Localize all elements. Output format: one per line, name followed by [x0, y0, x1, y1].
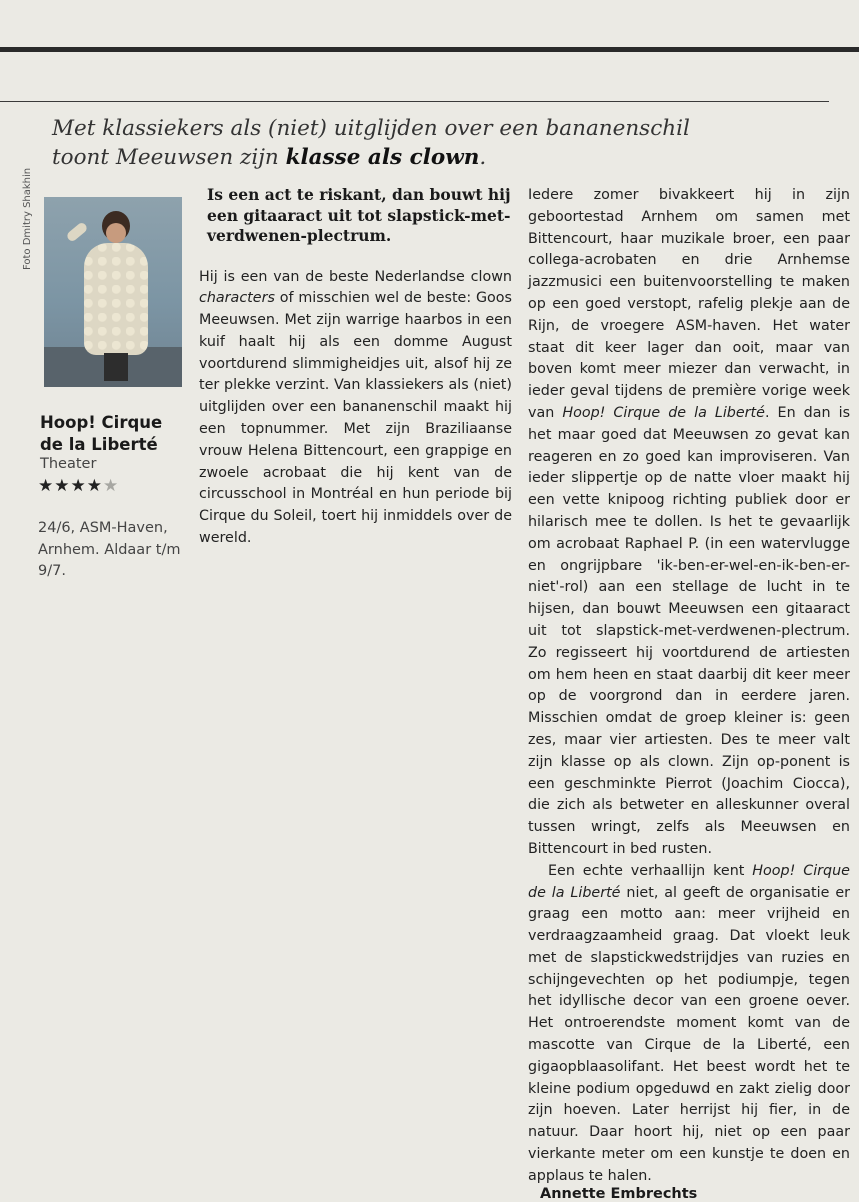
article-column-2 — [528, 185, 850, 1202]
paragraph-2 — [528, 185, 850, 861]
paragraph-2-text-b: . En dan is het maar goed dat Meeuwsen zo gevat kan reageren en zo goed kan improviseren. Van ieder slippertje op de natte vloer maakt hij een vette knipoog richting publiek door er hilarisch mee te dollen. Is het te gevaarlijk om acrobaat Raphael P. (in een watervlugge en ongrijpbare 'ik-ben-er-wel-en-ik-ben-er-niet'-rol) aan een stellage de lucht in te hijsen, dan bouwt Meeuwsen een gitaaract uit tot slapstick-met-verdwenen-plectrum. Zo regisseert hij voortdurend de artiesten om hem heen en staat daarbij dit keer meer op de voorgrond dan in eerdere jaren. Misschien omdat de groep kleiner is: geen zes, maar vier artiesten. Des te meer valt zijn klasse op als clown. Zijn op-ponent is een geschminkte Pierrot (Joachim Ciocca), die zich als betweter en alleskunner overal tussen wringt, zelfs als Meeuwsen en Bittencourt in bed rusten. — [528, 404, 851, 857]
paragraph-1-text-a: Hij is een van de beste Nederlandse clown — [199, 268, 512, 285]
paragraph-2-text-a: Iedere zomer bivakkeert hij in zijn geboortestad Arnhem om samen met Bittencourt, haar muzikale broer, een paar collega-acrobaten en drie Arnhemse jazzmusici een buitenvoorstelling te maken op een goed verstopt, rafelig plekje aan de Rijn, de vroegere ASM-haven. Het water staat dit keer lager dan ooit, maar van boven komt meer miezer dan verwacht, in ieder geval tijdens de première vorige week van — [528, 187, 850, 421]
intro-line-2-end: . — [479, 145, 487, 170]
star-empty-icon: ★ — [102, 476, 120, 496]
performer-arm — [65, 221, 88, 243]
intro-line-2-bold: klasse als clown — [285, 145, 480, 170]
paragraph-1-text-b: of misschien wel de beste: Goos Meeuwsen. Met zijn warrige haarbos in een kuif haalt hij als een domme August voortdurend slimmigheidjes uit, alsof hij ze ter plekke verzint. Van klassiekers als (niet) uitglijden over een bananenschil maakt hij een topnummer. Met zijn Braziliaanse vrouw Helena Bittencourt, een grappige en zwoele acrobaat die hij kent van de circusschool in Montréal en hun periode bij Cirque du Soleil, toert hij inmiddels over de wereld. — [199, 290, 512, 547]
intro-line-2 — [52, 143, 822, 172]
performer-body — [84, 243, 148, 355]
clown-photo — [44, 197, 182, 387]
performer-legs — [104, 353, 128, 381]
show-info: 24/6, ASM-Haven, Arnhem. Aldaar t/m 9/7. — [38, 520, 181, 579]
intro-quote — [52, 114, 822, 172]
intro-line-1: Met klassiekers als (niet) uitglijden over een bananenschil — [52, 116, 690, 141]
star-filled-icon: ★★★★ — [38, 476, 103, 496]
paragraph-1-emphasis: characters — [199, 290, 275, 307]
paragraph-2-emphasis: Hoop! Cirque de la Liberté — [562, 404, 765, 421]
paragraph-3-emphasis: Hoop! Cirque de la Liberté — [528, 862, 850, 901]
photo-credit: Foto Dmitry Shakhin — [22, 167, 33, 270]
performer-face — [106, 223, 126, 243]
paragraph-3-text-a: Een echte verhaallijn kent — [548, 862, 753, 879]
show-title: Hoop! Cirque de la Liberté — [40, 413, 163, 454]
paragraph-3-text-b: niet, al geeft de organisatie er graag een motto aan: meer vrijheid en verdraagzaamheid graag. Dat vloekt leuk met de slapstickwedstrijdjes van ruzies en schijngevechten op het podiumpje, tegen het idyllische decor van een groene oever. Het ontroerendste moment komt van de mascotte van Cirque de la Liberté, een gigaopblaasolifant. Het beest wordt het te kleine podium opgeduwd en zakt zielig door zijn hoeven. Later herrijst hij fier, in de natuur. Daar hoort hij, niet op een paar vierkante meter om een kunstje te doen en applaus te halen. — [528, 884, 850, 1184]
intro-line-2-plain: toont Meeuwsen zijn — [52, 145, 286, 170]
section-divider — [0, 101, 829, 102]
star-rating — [38, 476, 119, 496]
show-genre: Theater — [40, 456, 97, 472]
lead-quote: Is een act te riskant, dan bouwt hij een gitaaract uit tot slapstick-met-verdwenen-plectrum. — [207, 185, 511, 245]
author-byline: Annette Embrechts — [540, 1185, 698, 1202]
top-rule — [0, 47, 859, 52]
paragraph-3 — [528, 861, 850, 1188]
article-column-1 — [199, 185, 512, 550]
paragraph-1 — [199, 267, 512, 550]
